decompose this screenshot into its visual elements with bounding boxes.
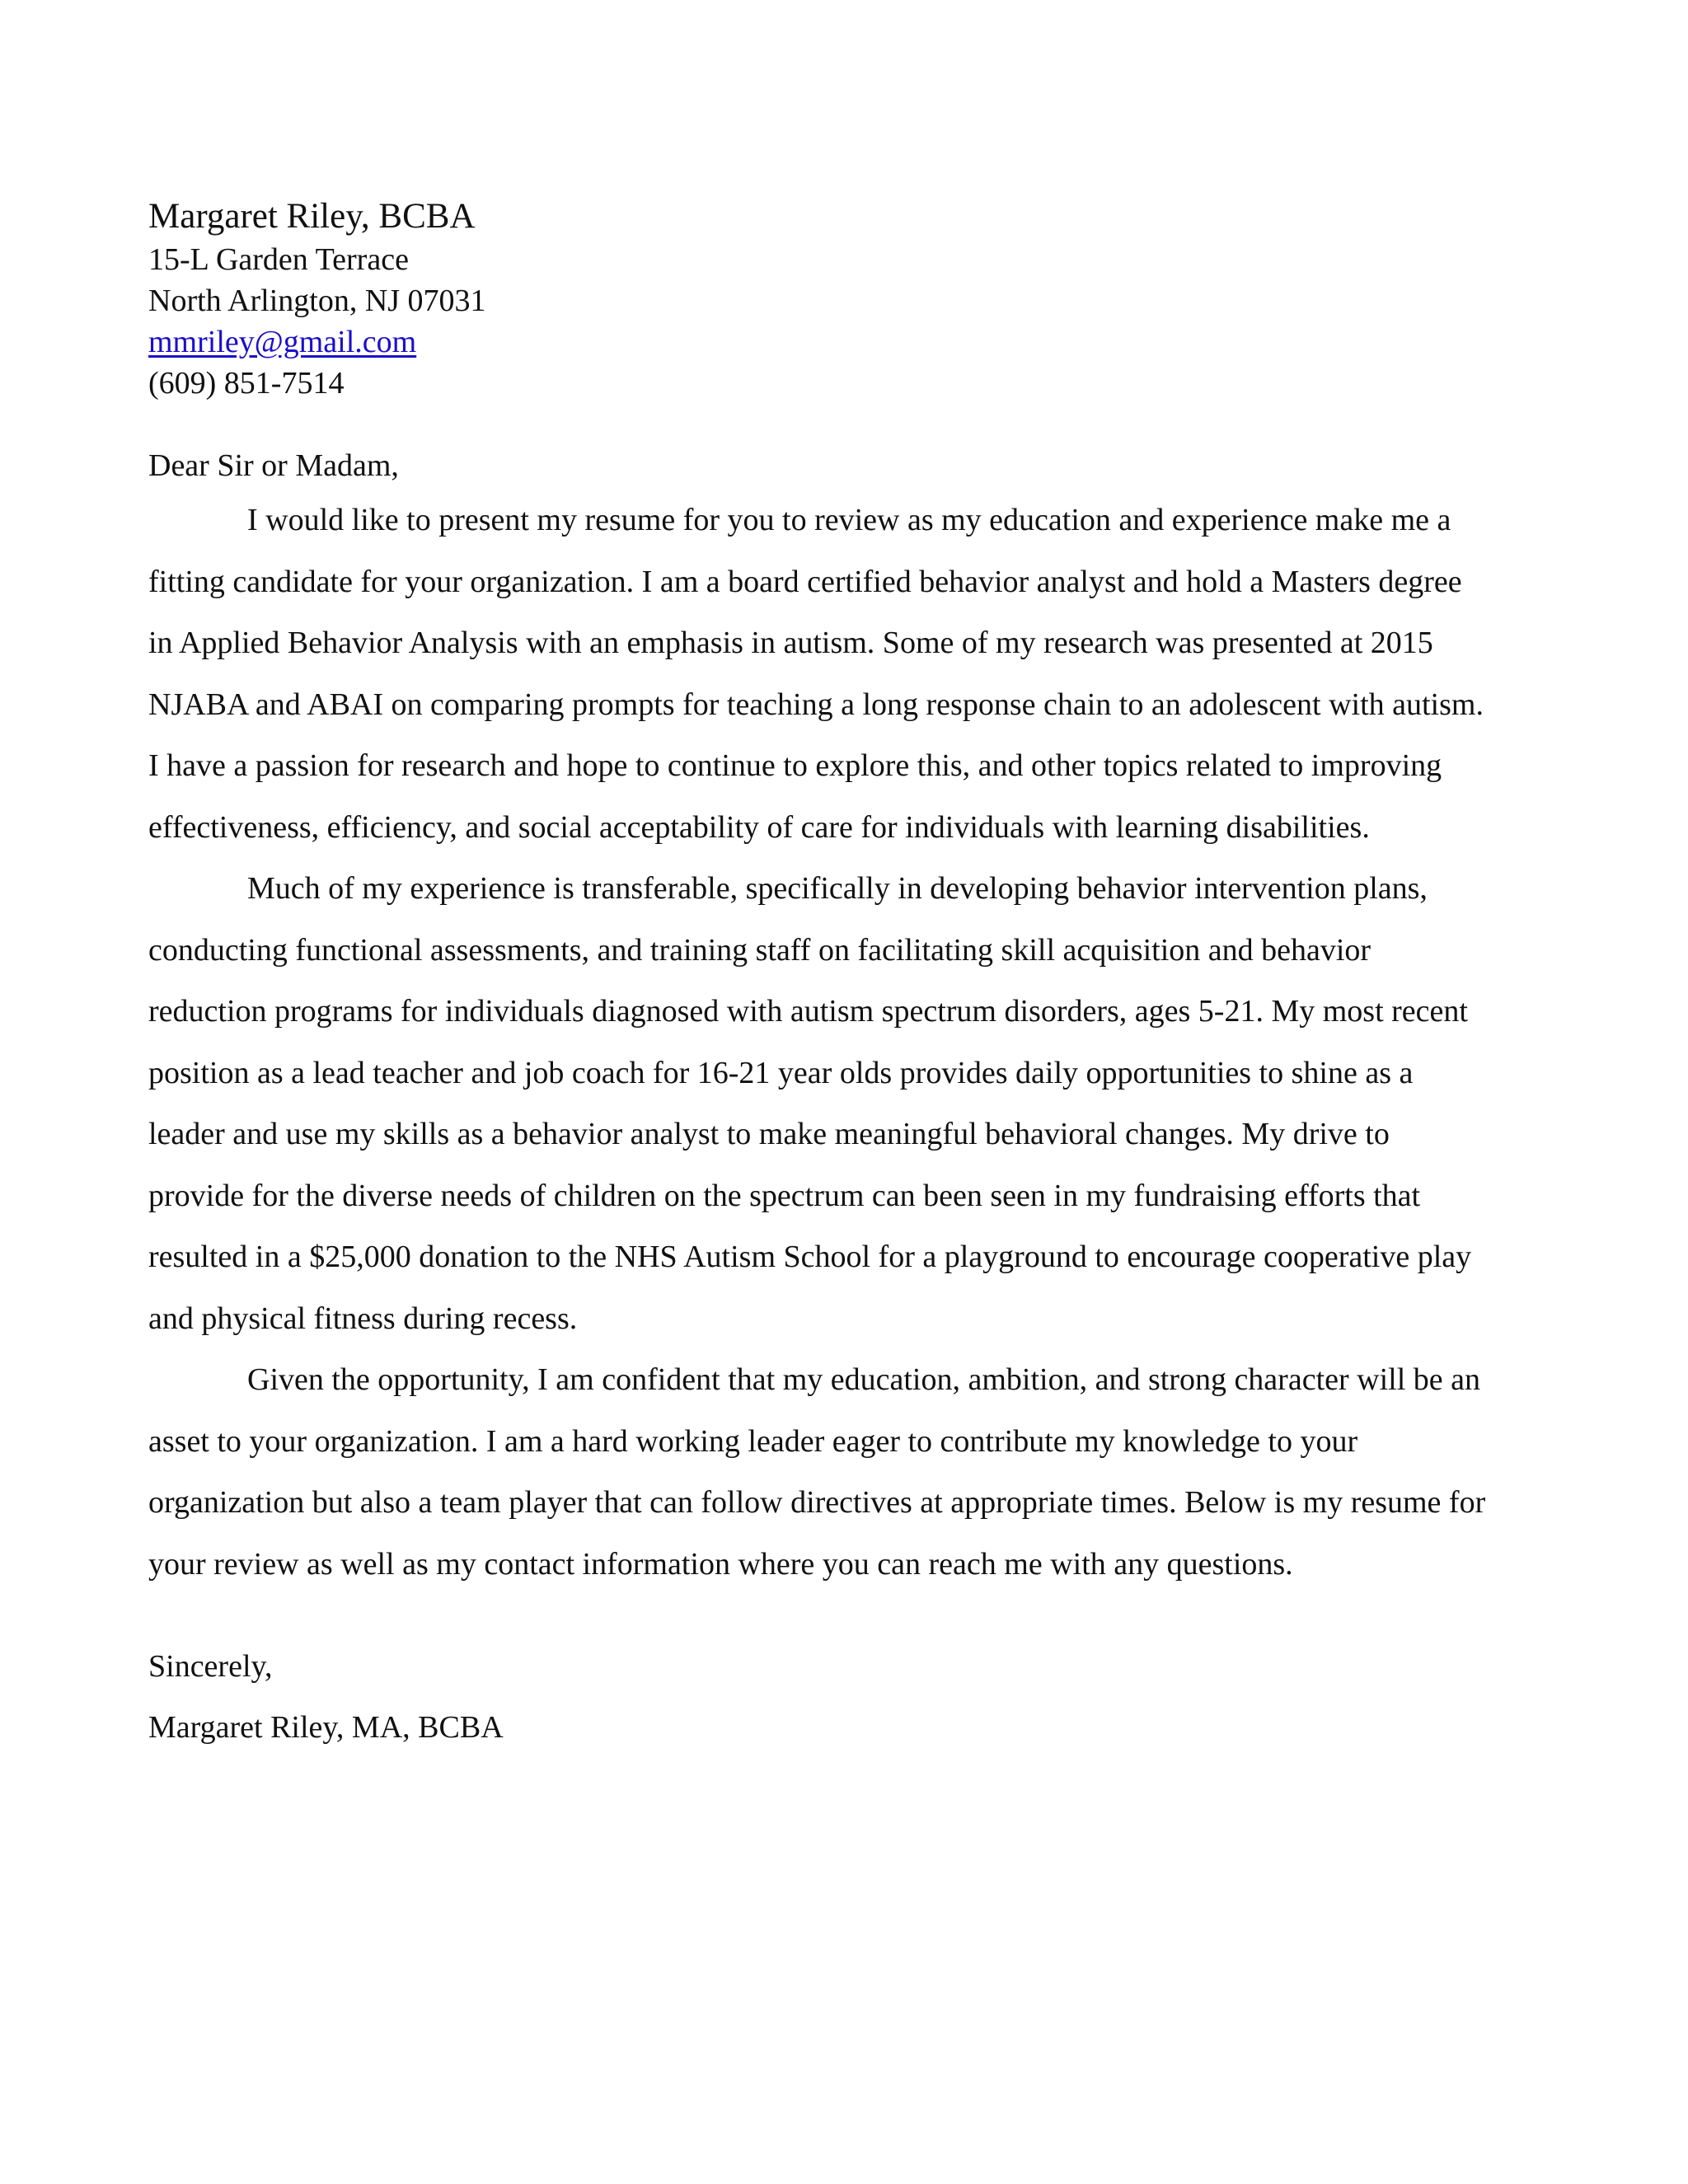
salutation: Dear Sir or Madam, [148, 448, 399, 483]
sender-name: Margaret Riley, BCBA [148, 197, 476, 236]
body-paragraph-1: I would like to present my resume for you to review as my education and experience make me a fitting candidate for your organization. I am a board certified behavior analyst and hold a Masters degree in Applied Behavior Analysis with an emphasis in autism. Some of my research was presented at 2015 NJABA and ABAI on comparing prompts for teaching a long response chain to an adolescent with autism. I have a passion for research and hope to continue to explore this, and other topics related to improving effectiveness, efficiency, and social acceptability of care for individuals with learning disabilities. [148, 503, 1484, 845]
closing: Sincerely, [148, 1649, 273, 1684]
letter-page [148, 194, 1500, 1758]
sender-block [148, 194, 1500, 404]
body-paragraph-3: Given the opportunity, I am confident that my education, ambition, and strong character will be an asset to your organization. I am a hard working leader eager to contribute my knowledge to your organization but also a team player that can follow directives at appropriate times. Below is my resume for your review as well as my contact information where you can reach me with any questions. [148, 1362, 1486, 1582]
body-paragraph-2: Much of my experience is transferable, specifically in developing behavior intervention plans, conducting functional assessments, and training staff on facilitating skill acquisition and behavior reduction programs for individuals diagnosed with autism spectrum disorders, ages 5-21. My most recent position as a lead teacher and job coach for 16-21 year olds provides daily opportunities to shine as a leader and use my skills as a behavior analyst to make meaningful behavioral changes. My drive to provide for the diverse needs of children on the spectrum can been seen in my fundraising efforts that resulted in a $25,000 donation to the NHS Autism School for a playground to encourage cooperative play and physical fitness during recess. [148, 871, 1472, 1336]
sender-phone: (609) 851-7514 [148, 366, 345, 401]
sender-street: 15-L Garden Terrace [148, 242, 409, 277]
sender-email-link[interactable]: mmriley@gmail.com [148, 325, 417, 359]
sender-email-line [148, 321, 1500, 363]
sender-city-line: North Arlington, NJ 07031 [148, 284, 486, 318]
signature-name: Margaret Riley, MA, BCBA [148, 1710, 504, 1745]
